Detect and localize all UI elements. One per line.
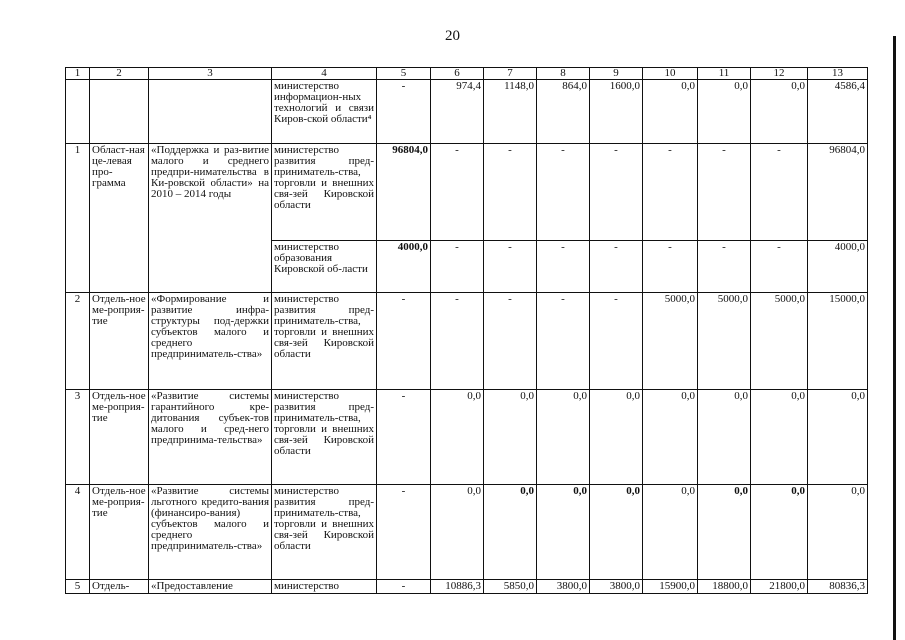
value-cell: - bbox=[377, 580, 431, 594]
header-cell: 7 bbox=[484, 68, 537, 80]
value-cell: 0,0 bbox=[751, 390, 808, 485]
value-cell: 18800,0 bbox=[698, 580, 751, 594]
header-cell: 8 bbox=[537, 68, 590, 80]
value-cell: 0,0 bbox=[643, 485, 698, 580]
value-cell: 0,0 bbox=[590, 485, 643, 580]
funding-table bbox=[65, 67, 868, 594]
table-row bbox=[66, 485, 868, 580]
row-name: «Развитие системы льготного кредито-вания (финансиро-вания) субъектов малого и среднего предприниматель-ства» bbox=[149, 485, 272, 580]
value-cell: - bbox=[698, 144, 751, 241]
value-cell: 0,0 bbox=[643, 80, 698, 144]
row-name bbox=[149, 80, 272, 144]
row-name: «Развитие системы гарантийного кре-дитования субъек-тов малого и сред-него предпринима-тельства» bbox=[149, 390, 272, 485]
value-cell: 0,0 bbox=[431, 390, 484, 485]
value-cell: 0,0 bbox=[698, 485, 751, 580]
value-cell: - bbox=[751, 144, 808, 241]
value-cell: - bbox=[431, 293, 484, 390]
value-cell: 21800,0 bbox=[751, 580, 808, 594]
value-cell: 96804,0 bbox=[377, 144, 431, 241]
row-number bbox=[66, 80, 90, 144]
row-name: «Формирование и развитие инфра-структуры под-держки субъектов малого и среднего предприниматель-ства» bbox=[149, 293, 272, 390]
header-cell: 4 bbox=[272, 68, 377, 80]
value-cell: 0,0 bbox=[537, 485, 590, 580]
value-cell: 0,0 bbox=[431, 485, 484, 580]
value-cell: 0,0 bbox=[808, 485, 868, 580]
value-cell: 0,0 bbox=[698, 390, 751, 485]
row-name: «Поддержка и раз-витие малого и среднего предпри-нимательства в Ки-ровской области» на 2010 – 2014 годы bbox=[149, 144, 272, 293]
table-row bbox=[66, 144, 868, 241]
value-cell: 5000,0 bbox=[751, 293, 808, 390]
value-cell: 0,0 bbox=[590, 390, 643, 485]
value-cell: - bbox=[377, 390, 431, 485]
value-cell: 15000,0 bbox=[808, 293, 868, 390]
value-cell: 5850,0 bbox=[484, 580, 537, 594]
header-cell: 6 bbox=[431, 68, 484, 80]
value-cell: 0,0 bbox=[537, 390, 590, 485]
value-cell: - bbox=[698, 241, 751, 293]
value-cell: 0,0 bbox=[751, 485, 808, 580]
value-cell: 3800,0 bbox=[590, 580, 643, 594]
value-cell: - bbox=[751, 241, 808, 293]
header-cell: 13 bbox=[808, 68, 868, 80]
row-type: Отдель- bbox=[90, 580, 149, 594]
value-cell: - bbox=[484, 144, 537, 241]
value-cell: 5000,0 bbox=[698, 293, 751, 390]
value-cell: 0,0 bbox=[484, 485, 537, 580]
value-cell: 10886,3 bbox=[431, 580, 484, 594]
value-cell: - bbox=[537, 241, 590, 293]
value-cell: - bbox=[590, 144, 643, 241]
row-executor: министерство развития пред-приниматель-ства, торговли и внешних свя-зей Кировской области bbox=[272, 293, 377, 390]
value-cell: 0,0 bbox=[643, 390, 698, 485]
value-cell: 15900,0 bbox=[643, 580, 698, 594]
value-cell: 0,0 bbox=[484, 390, 537, 485]
row-type: Отдель-ное ме-роприя-тие bbox=[90, 390, 149, 485]
header-cell: 3 bbox=[149, 68, 272, 80]
page-number: 20 bbox=[445, 28, 460, 44]
value-cell: - bbox=[643, 144, 698, 241]
value-cell: 1148,0 bbox=[484, 80, 537, 144]
row-number: 1 bbox=[66, 144, 90, 293]
row-type bbox=[90, 80, 149, 144]
value-cell: 4000,0 bbox=[377, 241, 431, 293]
value-cell: 80836,3 bbox=[808, 580, 868, 594]
value-cell: 5000,0 bbox=[643, 293, 698, 390]
row-number: 5 bbox=[66, 580, 90, 594]
value-cell: - bbox=[643, 241, 698, 293]
value-cell: - bbox=[431, 241, 484, 293]
row-executor: министерство развития пред-приниматель-ства, торговли и внешних свя-зей Кировской области bbox=[272, 390, 377, 485]
page-edge-rule bbox=[893, 36, 896, 640]
header-row bbox=[66, 68, 868, 80]
row-executor: министерство bbox=[272, 580, 377, 594]
value-cell: 0,0 bbox=[698, 80, 751, 144]
row-type: Отдель-ное ме-роприя-тие bbox=[90, 293, 149, 390]
value-cell: - bbox=[537, 144, 590, 241]
value-cell: - bbox=[377, 485, 431, 580]
header-cell: 5 bbox=[377, 68, 431, 80]
value-cell: - bbox=[377, 80, 431, 144]
value-cell: 974,4 bbox=[431, 80, 484, 144]
row-executor: министерство развития пред-приниматель-ства, торговли и внешних свя-зей Кировской области bbox=[272, 485, 377, 580]
row-name: «Предоставление bbox=[149, 580, 272, 594]
table-row bbox=[66, 80, 868, 144]
value-cell: 4000,0 bbox=[808, 241, 868, 293]
value-cell: 4586,4 bbox=[808, 80, 868, 144]
row-executor: министерство информацион-ных технологий и связи Киров-ской области⁴ bbox=[272, 80, 377, 144]
value-cell: 1600,0 bbox=[590, 80, 643, 144]
header-cell: 10 bbox=[643, 68, 698, 80]
value-cell: - bbox=[431, 144, 484, 241]
row-number: 2 bbox=[66, 293, 90, 390]
header-cell: 9 bbox=[590, 68, 643, 80]
table-row bbox=[66, 390, 868, 485]
row-number: 4 bbox=[66, 485, 90, 580]
value-cell: 3800,0 bbox=[537, 580, 590, 594]
value-cell: - bbox=[484, 293, 537, 390]
value-cell: - bbox=[590, 241, 643, 293]
row-executor: министерство образования Кировской об-ласти bbox=[272, 241, 377, 293]
table-row bbox=[66, 293, 868, 390]
header-cell: 12 bbox=[751, 68, 808, 80]
value-cell: - bbox=[537, 293, 590, 390]
table-row bbox=[66, 580, 868, 594]
header-cell: 2 bbox=[90, 68, 149, 80]
value-cell: - bbox=[590, 293, 643, 390]
row-number: 3 bbox=[66, 390, 90, 485]
value-cell: 0,0 bbox=[808, 390, 868, 485]
row-executor: министерство развития пред-приниматель-ства, торговли и внешних свя-зей Кировской области bbox=[272, 144, 377, 241]
value-cell: 96804,0 bbox=[808, 144, 868, 241]
value-cell: 864,0 bbox=[537, 80, 590, 144]
row-type: Област-ная це-левая про-грамма bbox=[90, 144, 149, 293]
value-cell: 0,0 bbox=[751, 80, 808, 144]
header-cell: 1 bbox=[66, 68, 90, 80]
row-type: Отдель-ное ме-роприя-тие bbox=[90, 485, 149, 580]
header-cell: 11 bbox=[698, 68, 751, 80]
value-cell: - bbox=[377, 293, 431, 390]
value-cell: - bbox=[484, 241, 537, 293]
